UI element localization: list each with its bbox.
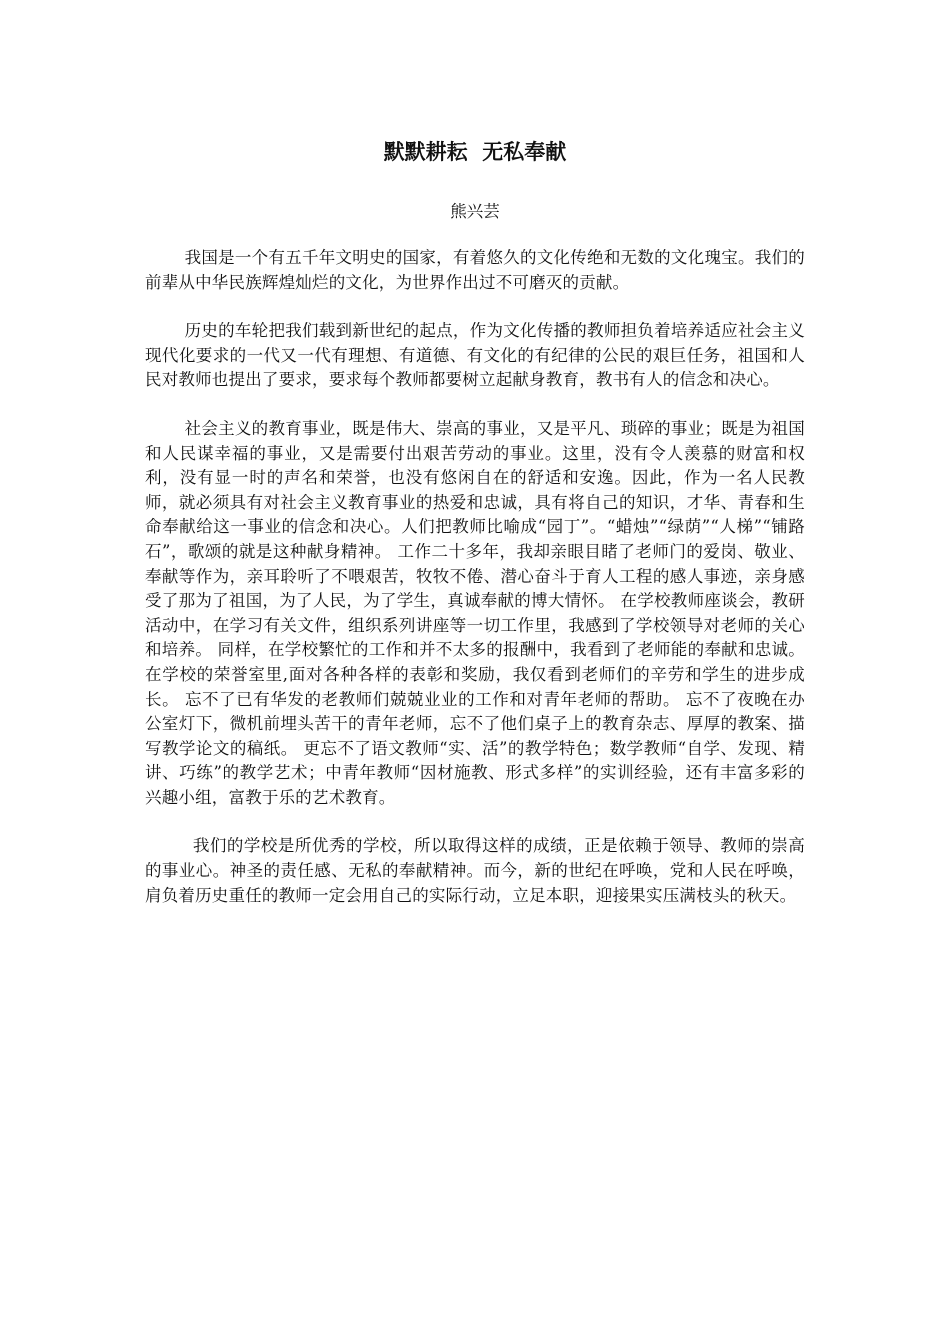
paragraph-3: 社会主义的教育事业，既是伟大、崇高的事业，又是平凡、琐碎的事业；既是为祖国和人民谋幸福的事业，又是需要付出艰苦劳动的事业。这里，没有令人羡慕的财富和权利，没有显一时的声名和荣誉，也没有悠闲自在的舒适和安逸。因此，作为一名人民教师，就必须具有对社会主义教育事业的热爱和忠诚，具有将自己的知识，才华、青春和生命奉献给这一事业的信念和决心。人们把教师比喻成“园丁”。“蜡烛”“绿荫”“人梯”“铺路石”，歌颂的就是这种献身精神。 工作二十多年，我却亲眼目睹了老师门的爱岗、敬业、奉献等作为，亲耳聆听了不喂艰苦，牧牧不倦、潜心奋斗于育人工程的感人事迹，亲身感受了那为了祖国，为了人民，为了学生，真诚奉献的博大情怀。 在学校教师座谈会，教研活动中，在学习有关文件，组织系列讲座等一切工作里，我感到了学校领导对老师的关心和培养。 同样，在学校繁忙的工作和并不太多的报酬中，我看到了老师能的奉献和忠诚。 在学校的荣誉室里,面对各种各样的表彰和奖励，我仅看到老师们的辛劳和学生的进步成长。 忘不了已有华发的老教师们兢兢业业的工作和对青年老师的帮助。 忘不了夜晚在办公室灯下，微机前埋头苦干的青年老师，忘不了他们桌子上的教育杂志、厚厚的教案、描写教学论文的稿纸。 更忘不了语文教师“实、活”的教学特色；数学教师“自学、发现、精讲、巧练”的教学艺术；中青年教师“因材施教、形式多样”的实训经验，还有丰富多彩的兴趣小组，富教于乐的艺术教育。 xyxy=(145,418,805,807)
document-title: 默默耕耘 无私奉献 xyxy=(383,140,567,164)
paragraph-1: 我国是一个有五千年文明史的国家，有着悠久的文化传绝和无数的文化瑰宝。我们的前辈从中华民族辉煌灿烂的文化，为世界作出过不可磨灭的贡献。 xyxy=(145,248,805,292)
document-body xyxy=(145,138,805,908)
document-author: 熊兴芸 xyxy=(450,202,500,221)
paragraph-4: 我们的学校是所优秀的学校，所以取得这样的成绩，正是依赖于领导、教师的崇高的事业心。神圣的责任感、无私的奉献精神。而今，新的世纪在呼唤，党和人民在呼唤，肩负着历史重任的教师一定会用自己的实际行动，立足本职，迎接果实压满枝头的秋天。 xyxy=(145,836,805,905)
paragraph-2: 历史的车轮把我们载到新世纪的起点，作为文化传播的教师担负着培养适应社会主义现代化要求的一代又一代有理想、有道德、有文化的有纪律的公民的艰巨任务，祖国和人民对教师也提出了要求，要求每个教师都要树立起献身教育，教书有人的信念和决心。 xyxy=(145,321,805,390)
